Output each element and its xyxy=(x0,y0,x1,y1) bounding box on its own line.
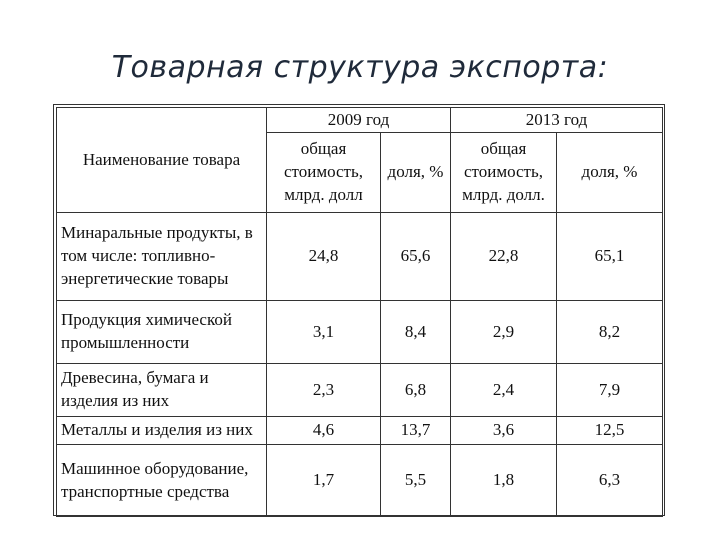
value-2009-cell: 4,6 xyxy=(267,417,381,445)
year-2009-header: 2009 год xyxy=(267,108,451,133)
value-2013-cell: 2,9 xyxy=(451,301,557,364)
product-name-cell: Продукция химической промышленности xyxy=(57,301,267,364)
share-2013-cell: 8,2 xyxy=(557,301,663,364)
year-2013-header: 2013 год xyxy=(451,108,663,133)
product-name-cell: Машинное оборудование, транспортные средства xyxy=(57,445,267,517)
value-2009-cell: 1,7 xyxy=(267,445,381,517)
value-2013-cell: 2,4 xyxy=(451,364,557,417)
export-structure-table-frame xyxy=(53,104,665,516)
share-2013-cell: 12,5 xyxy=(557,417,663,445)
share-2009-header: доля, % xyxy=(381,133,451,213)
table-row xyxy=(57,301,663,364)
share-2009-cell: 13,7 xyxy=(381,417,451,445)
share-2013-cell: 65,1 xyxy=(557,213,663,301)
value-2013-cell: 22,8 xyxy=(451,213,557,301)
value-2013-cell: 1,8 xyxy=(451,445,557,517)
value-2009-cell: 24,8 xyxy=(267,213,381,301)
share-2013-header: доля, % xyxy=(557,133,663,213)
year-header-row xyxy=(57,108,663,133)
table-row xyxy=(57,417,663,445)
share-2013-cell: 7,9 xyxy=(557,364,663,417)
share-2009-cell: 65,6 xyxy=(381,213,451,301)
share-2009-cell: 6,8 xyxy=(381,364,451,417)
value-2009-cell: 2,3 xyxy=(267,364,381,417)
product-name-header: Наименование товара xyxy=(57,108,267,213)
share-2009-cell: 5,5 xyxy=(381,445,451,517)
value-2009-header: общая стоимость, млрд. долл xyxy=(267,133,381,213)
value-2013-cell: 3,6 xyxy=(451,417,557,445)
value-2009-cell: 3,1 xyxy=(267,301,381,364)
product-name-cell: Древесина, бумага и изделия из них xyxy=(57,364,267,417)
product-name-cell: Минаральные продукты, в том числе: топливно-энергетические товары xyxy=(57,213,267,301)
product-name-cell: Металлы и изделия из них xyxy=(57,417,267,445)
table-row xyxy=(57,445,663,517)
slide-title: Товарная структура экспорта: xyxy=(111,50,609,85)
table-row xyxy=(57,213,663,301)
table-row xyxy=(57,364,663,417)
share-2009-cell: 8,4 xyxy=(381,301,451,364)
value-2013-header: общая стоимость, млрд. долл. xyxy=(451,133,557,213)
export-structure-table xyxy=(56,107,663,517)
share-2013-cell: 6,3 xyxy=(557,445,663,517)
